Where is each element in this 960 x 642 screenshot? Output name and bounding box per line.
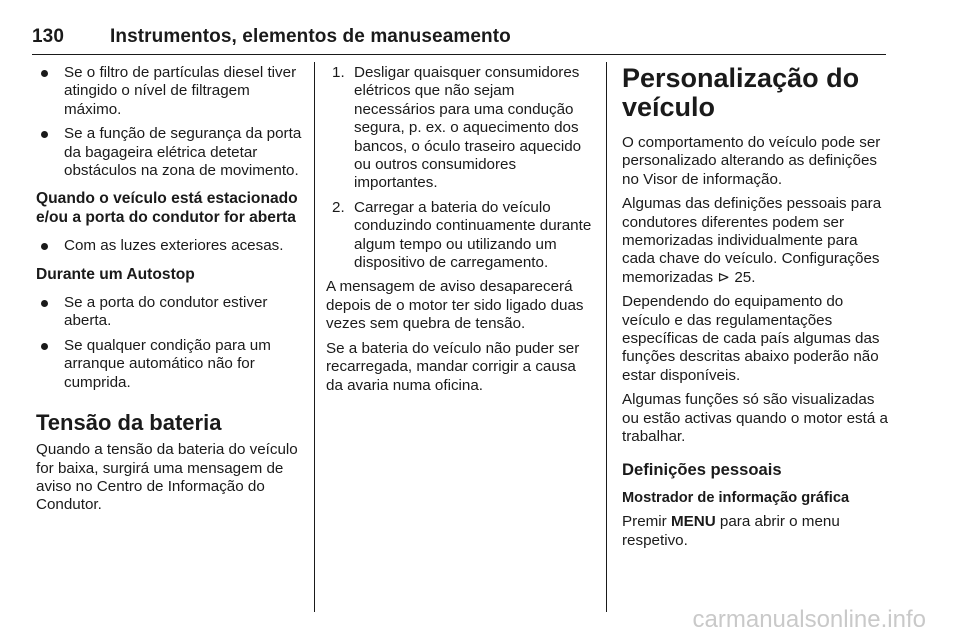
memorized-settings-paragraph: Algumas das definições pessoais para condutores diferentes podem ser memorizadas individualmente para cada chave do veículo. Configurações memorizadas ⊳ 25. [622,195,882,286]
list-item: Se a função de segurança da porta da bagageira elétrica detetar obstáculos na zona de movimento. [36,125,304,180]
subheading-personal-settings: Definições pessoais [622,459,782,479]
site-watermark: carmanualsonline.info [692,606,926,633]
header-divider [32,54,886,55]
page-reference: 25. [734,268,756,286]
equipment-paragraph: Dependendo do equipamento do veículo e das regulamentações específicas de cada país algumas das funções descritas abaixo poderão não estar disponíveis. [622,293,880,384]
warning-conditions-list [36,64,304,180]
page-number: 130 [32,26,65,47]
menu-key-label: MENU [670,513,716,531]
page-header [32,26,511,48]
list-item: Se o filtro de partículas diesel tiver atingido o nível de filtragem máximo. [36,64,304,119]
section-title-personalization: Personalização do veículo [622,63,860,122]
battery-steps-list [326,64,592,272]
subheading-parked: Quando o veículo está estacionado e/ou a porta do condutor for aberta [36,190,298,226]
bullet-icon [41,243,48,250]
list-item: 1. Desligar quaisquer consumidores elétricos que não sejam necessários para uma condução segura, p. ex. o aquecimento dos bancos, o óculo traseiro aquecido ou outros consumidores importantes. [332,64,582,192]
list-item: Com as luzes exteriores acesas. [36,237,304,255]
bullet-icon [41,70,48,77]
menu-instruction: Premir MENU para abrir o menu respetivo. [622,513,840,549]
autostop-conditions-list [36,294,304,392]
section-title-battery: Tensão da bateria [36,410,222,436]
chapter-title: Instrumentos, elementos de manuseamento [110,26,511,47]
workshop-paragraph: Se a bateria do veículo não puder ser recarregada, mandar corrigir a causa da avaria numa oficina. [326,339,580,394]
subheading-autostop: Durante um Autostop [36,265,195,283]
column-2 [326,64,592,401]
list-item: 2. Carregar a bateria do veículo conduzindo continuamente durante algum tempo ou utilizando um dispositivo de carregamento. [332,198,592,272]
list-item: Se a porta do condutor estiver aberta. [36,294,304,331]
message-disappears-paragraph: A mensagem de aviso desaparecerá depois de o motor ter sido ligado duas vezes sem quebra de tensão. [326,278,584,333]
column-3 [622,64,892,556]
column-divider-1 [314,62,315,612]
battery-paragraph: Quando a tensão da bateria do veículo for baixa, surgirá uma mensagem de aviso no Centro de Informação do Condutor. [36,441,298,514]
personalization-intro: O comportamento do veículo pode ser personalizado alterando as definições no Visor de informação. [622,134,881,188]
bullet-icon [41,131,48,138]
list-item: Se qualquer condição para um arranque automático não for cumprida. [36,337,304,392]
column-1 [36,64,304,521]
arrow-right-icon: ⊳ [717,268,731,286]
parked-conditions-list [36,237,304,255]
bullet-icon [41,300,48,307]
engine-running-paragraph: Algumas funções só são visualizadas ou estão activas quando o motor está a trabalhar. [622,391,888,446]
subheading-graphic-display: Mostrador de informação gráfica [622,489,850,506]
column-divider-2 [606,62,607,612]
bullet-icon [41,343,48,350]
